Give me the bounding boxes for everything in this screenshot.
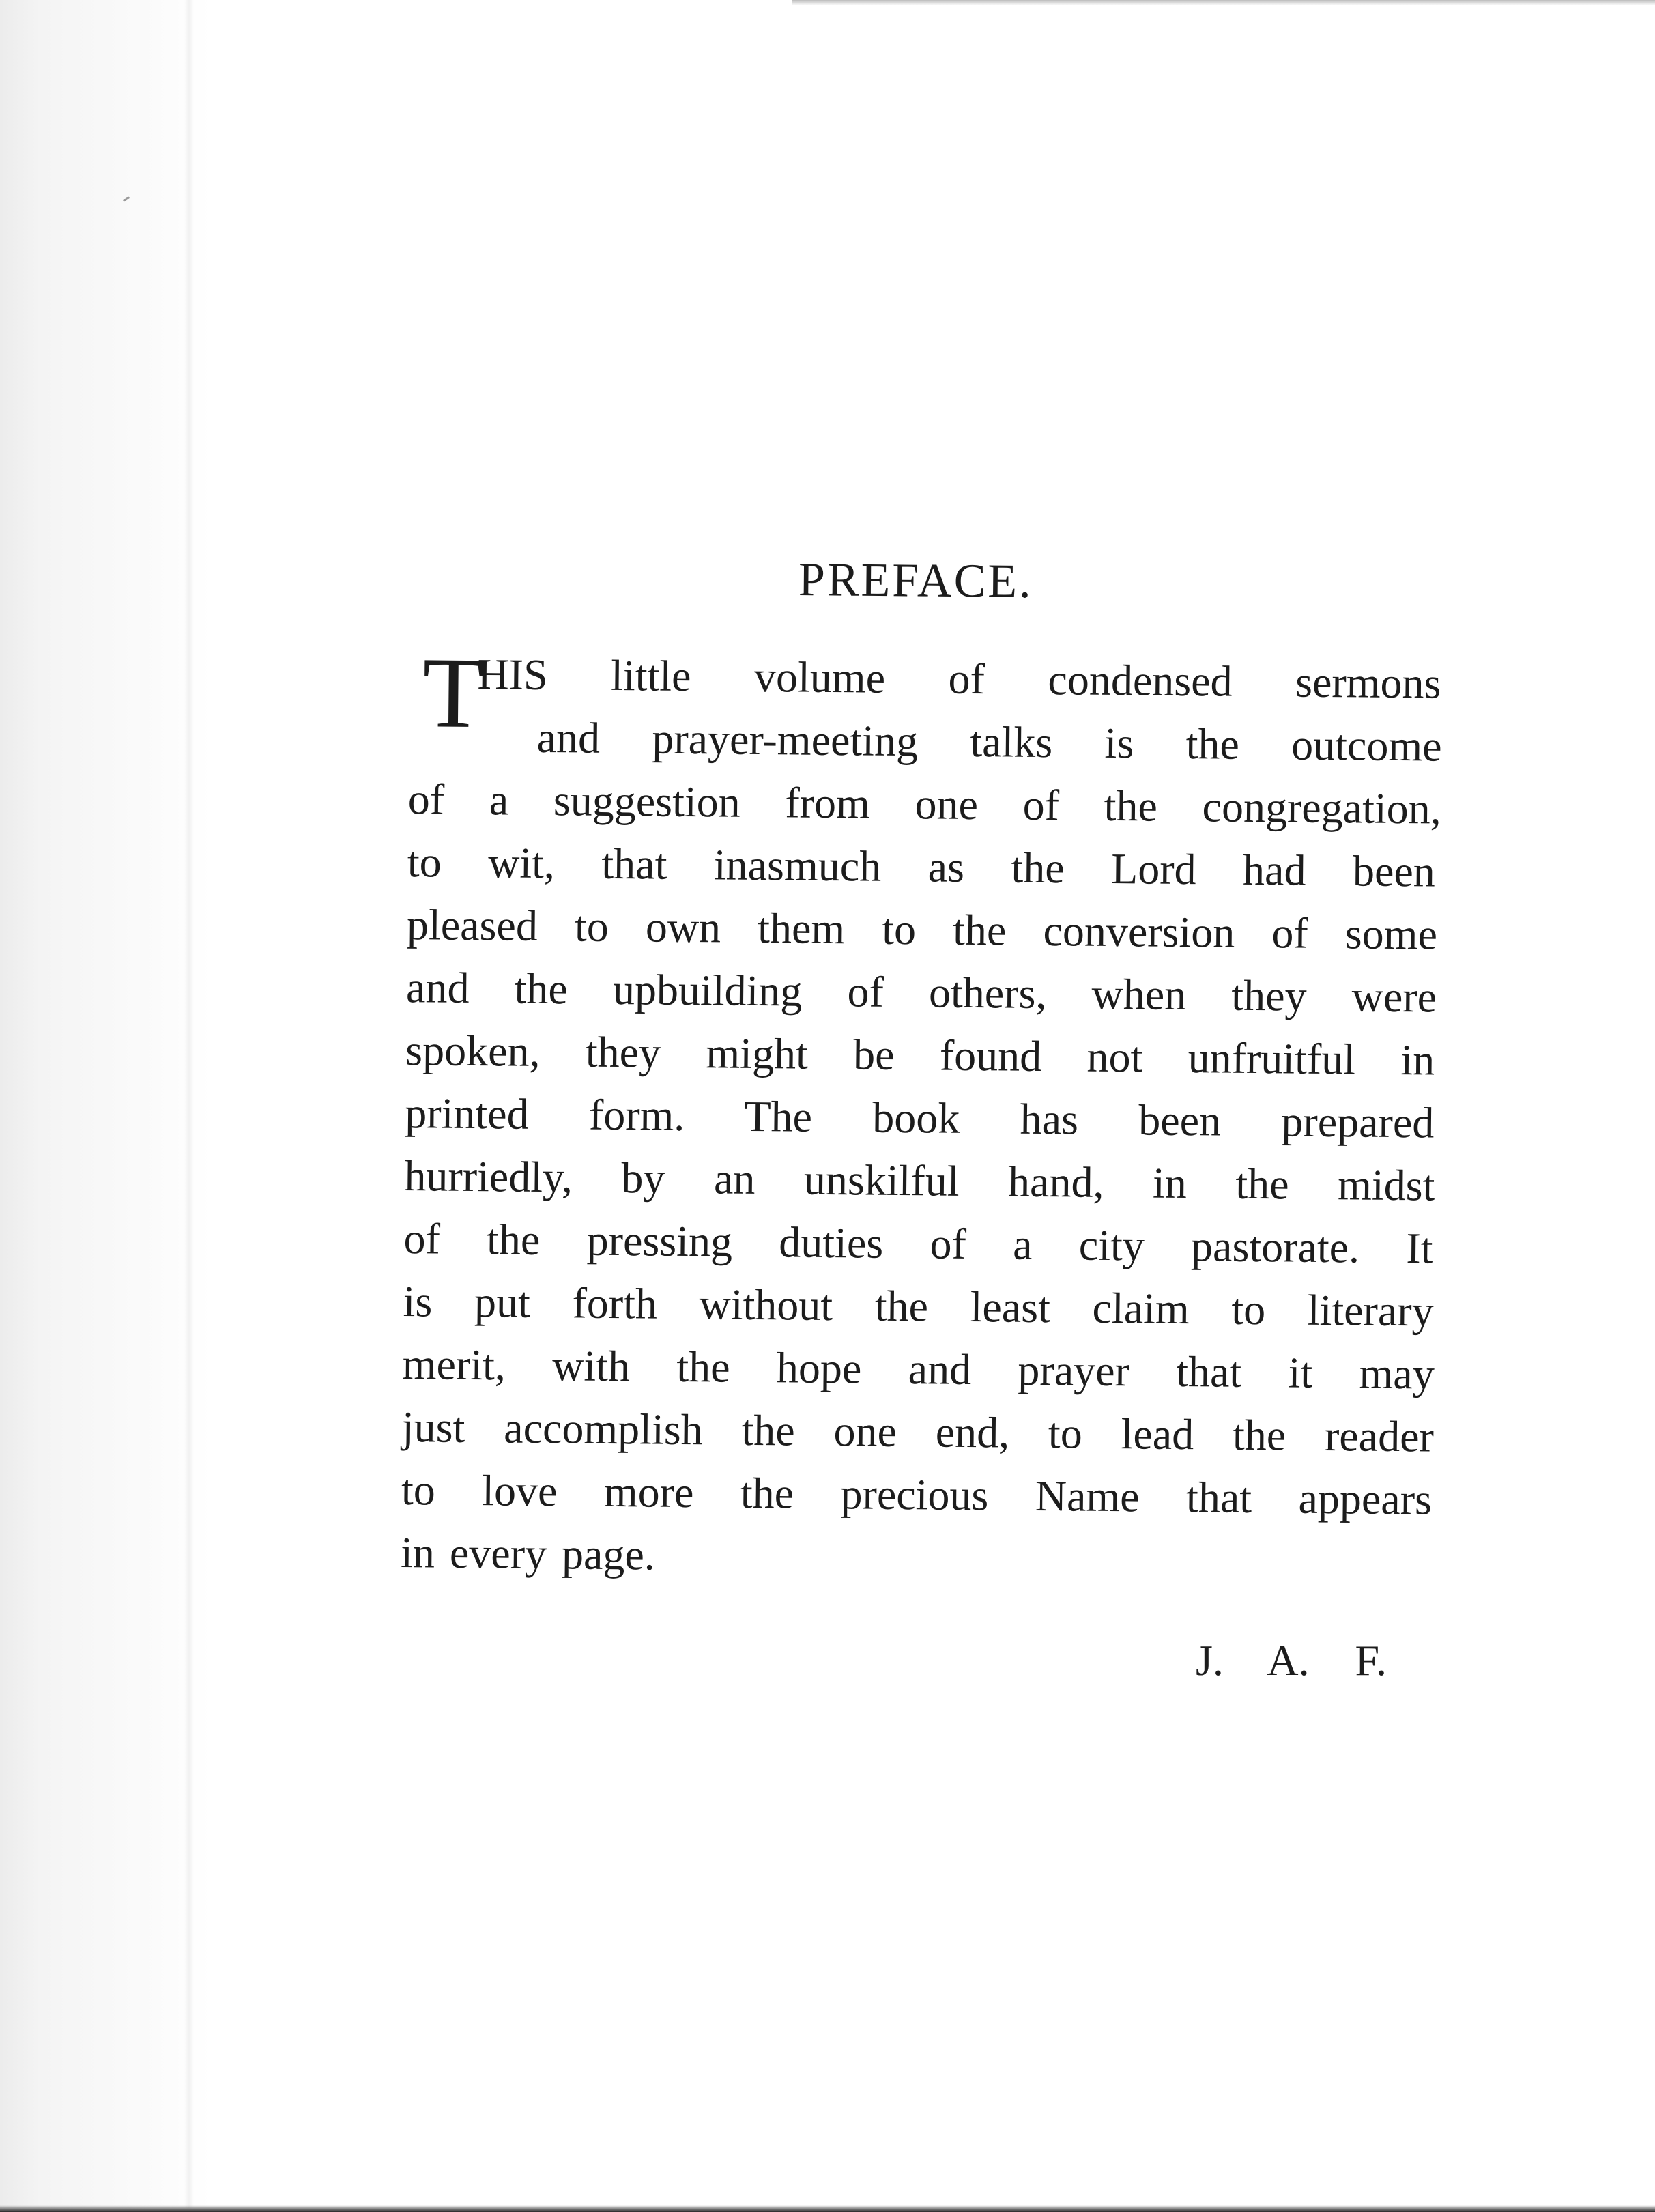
text-line: printed form. The book has been prepared (405, 1089, 1435, 1147)
text-line: to wit, that inasmuch as the Lord had been (407, 837, 1436, 896)
text-line: and the upbuilding of others, when they were (405, 963, 1437, 1022)
text-line: hurriedly, by an unskilful hand, in the midst (404, 1151, 1435, 1210)
text-line: just accomplish the one end, to lead the reader (401, 1403, 1435, 1461)
text-line: merit, with the hope and prayer that it may (402, 1340, 1435, 1398)
text-line: in every page. (400, 1528, 656, 1579)
text-line: of a suggestion from one of the congregation, (407, 775, 1442, 833)
preface-body (393, 637, 1447, 1621)
text-line: and prayer-meeting talks is the outcome (536, 713, 1442, 771)
signature: J. A. F. (1196, 1636, 1387, 1684)
drop-cap: T (422, 637, 485, 750)
gutter-line (184, 0, 194, 2212)
text-line: is put forth without the least claim to literary (403, 1277, 1434, 1336)
text-line: spoken, they might be found not unfruitful in (405, 1026, 1435, 1085)
page-bottom-edge (0, 2205, 1655, 2212)
text-line: of the pressing duties of a city pastorate. It (403, 1214, 1433, 1273)
text-line: to love more the precious Name that appears (401, 1465, 1433, 1524)
text-line: HIS little volume of condensed sermons (477, 650, 1441, 708)
page-title: PREFACE. (798, 554, 1033, 608)
gutter-shadow (0, 0, 212, 2212)
page-top-edge (792, 0, 1655, 5)
text-line: pleased to own them to the conversion of some (406, 900, 1438, 959)
